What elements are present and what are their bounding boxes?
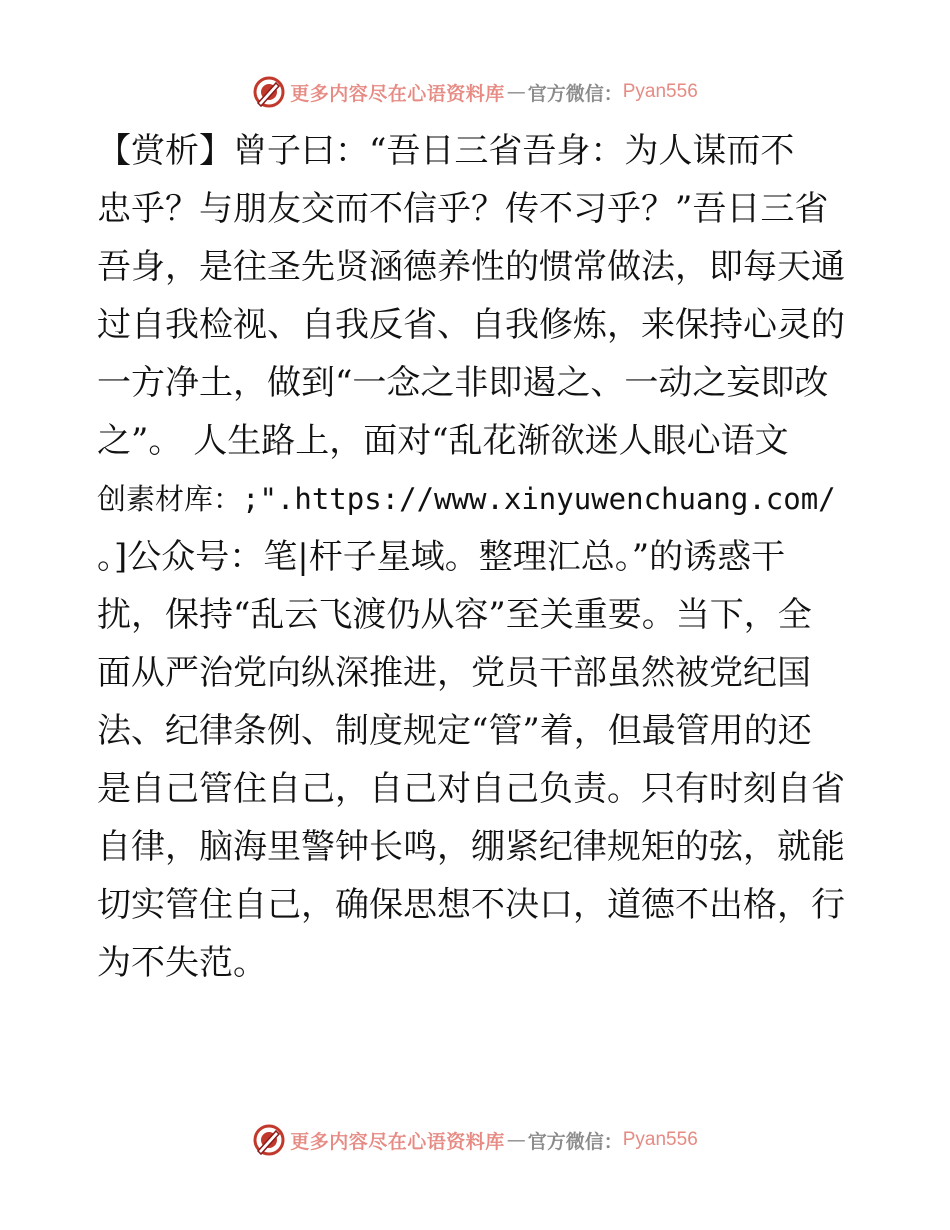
header-slogan: 更多内容尽在心语资料库 <box>290 82 505 105</box>
body-line: 扰，保持“乱云飞渡仍从容”至关重要。当下，全 <box>97 595 812 635</box>
body-line: 自律，脑海里警钟长鸣，绷紧纪律规矩的弦，就能 <box>97 827 845 867</box>
footer-slogan: 更多内容尽在心语资料库 <box>290 1130 505 1153</box>
header-wechat-label: 官方微信： <box>527 82 623 105</box>
document-body <box>97 122 857 992</box>
pen-logo-icon <box>252 75 286 109</box>
footer-banner <box>0 1120 950 1160</box>
body-line: 。]公众号：笔|杆子星域。整理汇总。”的诱惑干 <box>97 537 786 577</box>
body-line: 一方净土，做到“一念之非即遏之、一动之妄即改 <box>97 363 829 403</box>
footer-separator: — <box>506 1129 526 1151</box>
body-line: 法、纪律条例、制度规定“管”着，但最管用的还 <box>97 711 812 751</box>
body-line: 为不失范。 <box>97 943 267 983</box>
header-wechat-id: Pyan556 <box>622 81 698 102</box>
body-line: 面从严治党向纵深推进，党员干部虽然被党纪国 <box>97 653 811 693</box>
body-line: 忠乎？与朋友交而不信乎？传不习乎？”吾日三省 <box>97 189 829 229</box>
header-banner <box>0 72 950 112</box>
footer-wechat-label: 官方微信： <box>527 1130 623 1153</box>
footer-wechat-id: Pyan556 <box>622 1129 698 1150</box>
body-line: 切实管住自己，确保思想不决口，道德不出格，行 <box>97 885 845 925</box>
body-line-url: 创素材库：;".https://www.xinyuwenchuang.com/ <box>97 482 836 516</box>
header-separator: — <box>506 81 526 103</box>
body-line: 是自己管住自己，自己对自己负责。只有时刻自省 <box>97 769 845 809</box>
body-line: 之”。 人生路上，面对“乱花渐欲迷人眼心语文 <box>97 421 789 461</box>
pen-logo-icon <box>252 1123 286 1157</box>
body-line: 过自我检视、自我反省、自我修炼，来保持心灵的 <box>97 305 845 345</box>
body-line: 吾身，是往圣先贤涵德养性的惯常做法，即每天通 <box>97 247 845 287</box>
body-line: 【赏析】曾子曰：“吾日三省吾身：为人谋而不 <box>97 131 795 171</box>
